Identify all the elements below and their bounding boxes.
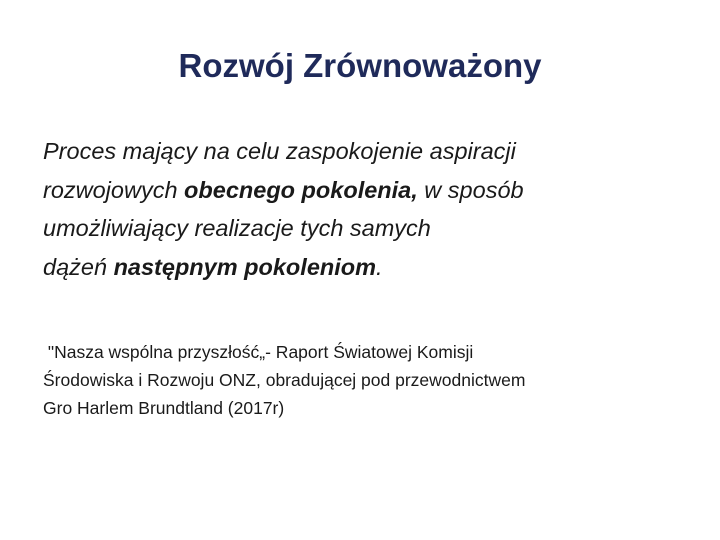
definition-line: umożliwiający realizacje tych samych xyxy=(43,215,431,241)
slide-title: Rozwój Zrównoważony xyxy=(178,47,542,84)
definition-paragraph xyxy=(43,132,683,286)
definition-text: dążeń xyxy=(43,253,114,280)
definition-line: Proces mający na celu zaspokojenie aspiracji xyxy=(43,138,516,164)
source-citation xyxy=(43,338,693,422)
definition-text: rozwojowych xyxy=(43,176,185,203)
definition-line xyxy=(43,248,683,287)
definition-line xyxy=(43,171,683,210)
definition-emphasis: obecnego pokolenia, xyxy=(184,176,418,203)
citation-line: Środowiska i Rozwoju ONZ, obradującej pod przewodnictwem xyxy=(43,370,526,390)
definition-emphasis: następnym pokoleniom xyxy=(113,253,377,280)
citation-line: Gro Harlem Brundtland (2017r) xyxy=(43,398,285,418)
definition-text: w sposób xyxy=(417,176,524,203)
citation-line: "Nasza wspólna przyszłość„- Raport Światowej Komisji xyxy=(43,342,474,362)
definition-text: . xyxy=(376,253,383,280)
